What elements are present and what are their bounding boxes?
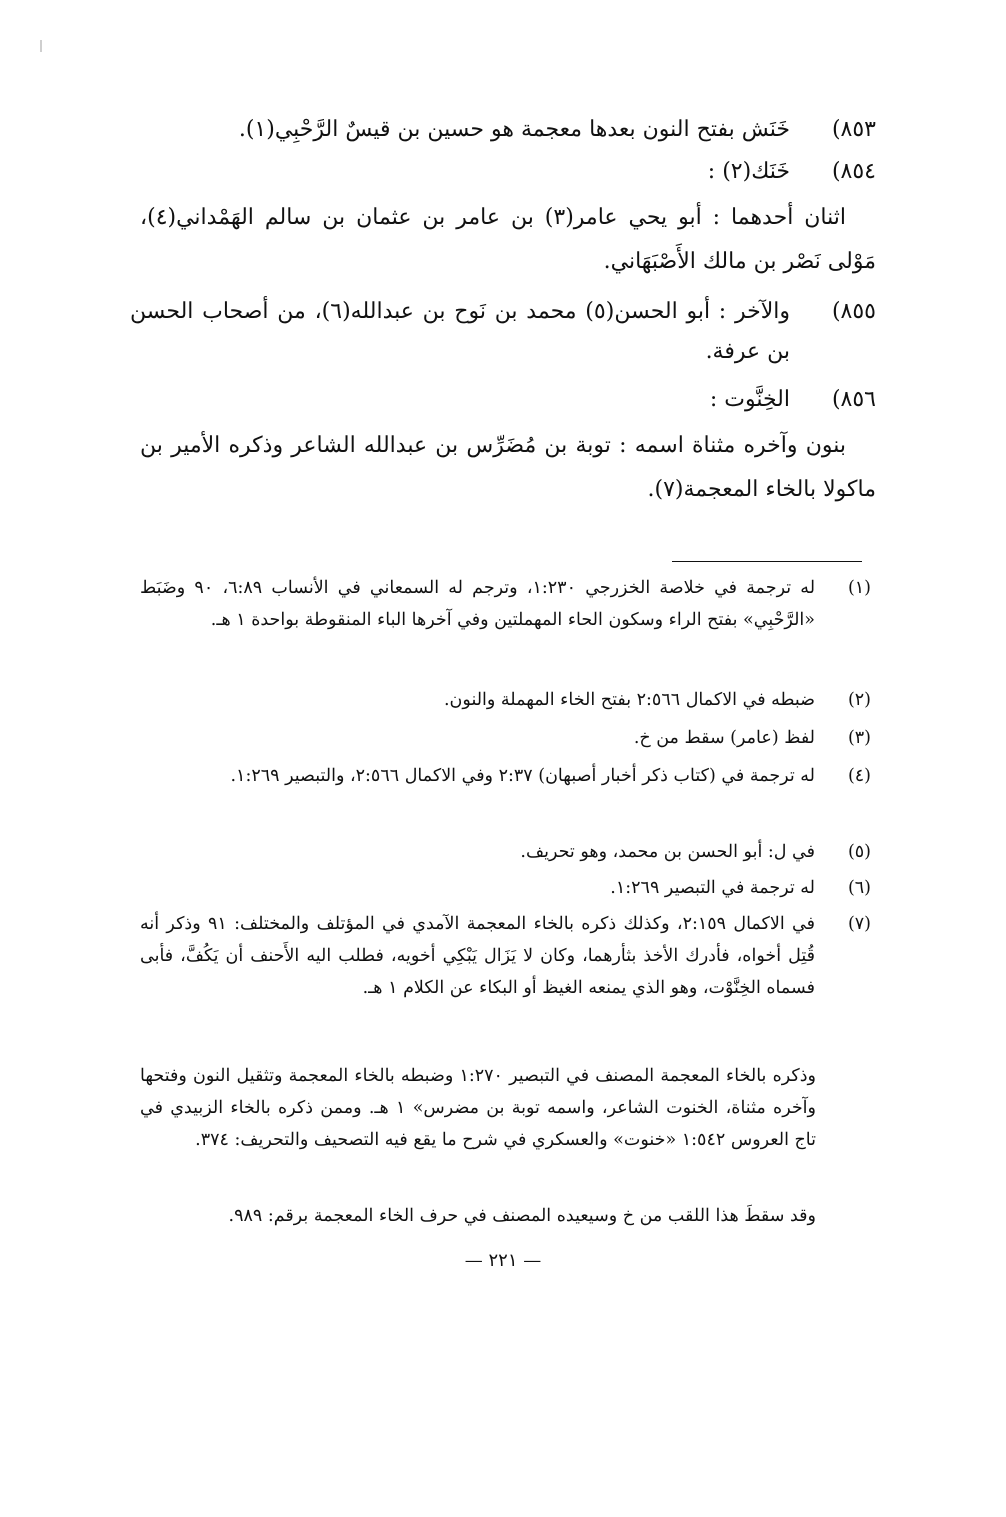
footnote-7-closing: وقد سقطَ هذا اللقب من خ وسيعيده المصنف في حرف الخاء المعجمة برقم: ٩٨٩.	[228, 1206, 816, 1226]
footnote-5	[140, 836, 871, 868]
entry-text: الخِنَّوت :	[709, 387, 790, 412]
entry-number: ٨٥٥ )	[832, 292, 876, 332]
footnote-number: (٧)	[847, 914, 871, 934]
footnote-2	[140, 684, 871, 716]
footnote-text: له ترجمة في (كتاب ذكر أخبار أصبهان) ٢:٣٧ وفي الاكمال ٢:٥٦٦، والتبصير ١:٢٦٩.	[230, 766, 815, 786]
footnote-text: له ترجمة في التبصير ١:٢٦٩.	[610, 878, 815, 898]
scan-mark	[40, 40, 42, 52]
footnote-3	[140, 722, 871, 754]
entry-number: ٨٥٣ )	[832, 110, 876, 150]
entry-856-paragraph: بنون وآخره مثناة اسمه : توبة بن مُضَرِّس بن عبدالله الشاعر وذكره الأمير بن ماكولا بالخاء المعجمة(٧).	[140, 433, 876, 502]
entry-number: ٨٥٦ )	[832, 380, 876, 420]
entry-856	[130, 380, 876, 420]
footnote-number: (١)	[847, 578, 871, 598]
entry-854-paragraph: اثنان أحدهما : أبو يحي عامر(٣) بن عامر بن عثمان بن سالم الهَمْداني(٤)، مَوْلى نَصْر بن مالك الأَصْبَهَاني.	[140, 205, 876, 274]
footnote-number: (٥)	[847, 842, 871, 862]
entry-text: خَنَك(٢) :	[707, 159, 790, 184]
footnote-number: (٣)	[847, 728, 871, 748]
entry-text: والآخر : أبو الحسن(٥) محمد بن نَوح بن عبدالله(٦)، من أصحاب الحسن بن عرفة.	[130, 299, 790, 364]
footnote-text: في ل: أبو الحسن بن محمد، وهو تحريف.	[520, 842, 815, 862]
footnote-7	[140, 908, 871, 1004]
entry-number: ٨٥٤ )	[832, 152, 876, 192]
footnote-1	[140, 572, 871, 636]
entry-853	[130, 110, 876, 150]
footnote-number: (٤)	[847, 766, 871, 786]
footnote-separator	[672, 561, 862, 562]
entry-855	[130, 292, 876, 372]
entry-854	[130, 152, 876, 192]
footnote-text: ضبطه في الاكمال ٢:٥٦٦ بفتح الخاء المهملة والنون.	[443, 690, 815, 710]
footnote-text: له ترجمة في خلاصة الخزرجي ١:٢٣٠، وترجم له السمعاني في الأنساب ٦:٨٩، ٩٠ وضَبَط «الرَّحْبِي» بفتح الراء وسكون الحاء المهملتين وفي آخرها الباء المنقوطة بواحدة ١ هـ.	[140, 578, 816, 630]
footnote-4	[140, 760, 871, 792]
footnote-text: لفظ (عامر) سقط من خ.	[633, 728, 815, 748]
entry-text: خَنَش بفتح النون بعدها معجمة هو حسين بن قيسٌ الرَّحْبِي(١).	[238, 117, 790, 142]
footnote-number: (٢)	[847, 690, 871, 710]
footnote-text: في الاكمال ٢:١٥٩، وكذلك ذكره بالخاء المعجمة الآمدي في المؤتلف والمختلف: ٩١ وذكر أنه قُتِل أخواه، فأدرك الأخذ بثأرهما، وكان لا يَزَال يَبْكِي أخويه، فطلب اليه الأَحنف أن يَكُفَّ، فأبى فسماه الخِنَّوْت، وهو الذي يمنعه الغيظ أو البكاء عن الكلام ١ هـ.	[140, 914, 815, 998]
footnote-6	[140, 872, 871, 904]
footnote-7-continuation: وذكره بالخاء المعجمة المصنف في التبصير ١:٢٧٠ وضبطه بالخاء المعجمة وتثقيل النون وفتحها وآخره مثناة، الخنوت الشاعر، واسمه توبة بن مضرس» ١ هـ. وممن ذكره بالخاء الزبيدي في تاج العروس ١:٥٤٢ «خنوت» والعسكري في شرح ما يقع فيه التصحيف والتحريف: ٣٧٤.	[140, 1066, 816, 1150]
page-number: — ٢٢١ —	[0, 1250, 1006, 1271]
footnote-number: (٦)	[847, 878, 871, 898]
